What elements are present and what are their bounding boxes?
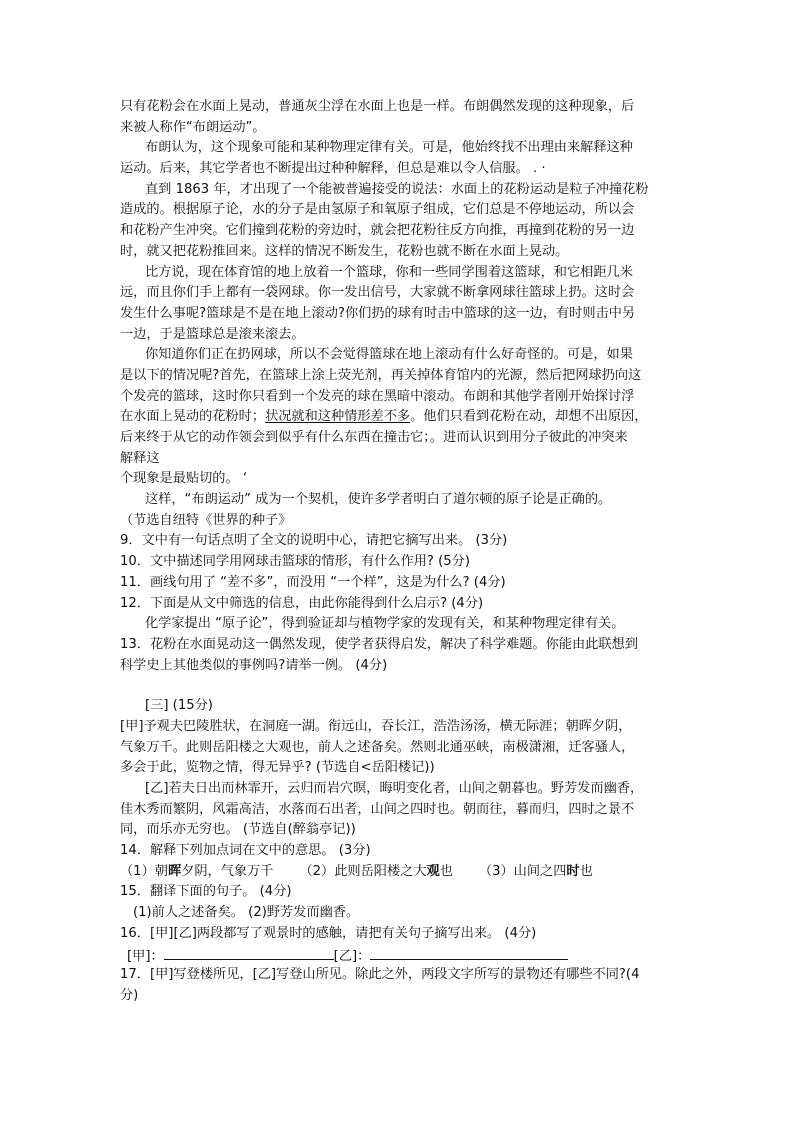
passage-line: 后来终于从它的动作领会到似乎有什么东西在撞击它；。进而认识到用分子彼此的冲突来 — [120, 430, 628, 445]
passage-yi-line: 同，而乐亦无穷也。 (节选自(醉翁亭记)) — [120, 822, 356, 838]
item-text: 也 — [439, 863, 453, 879]
question-11: 11．画线句用了 “差不多”，而没用 “一个样”，这是为什么? (4分) — [120, 574, 506, 590]
passage-line: 布朗认为，这个现象可能和某种物理定律有关。可是，他始终找不出理由来解释这种 — [145, 140, 633, 156]
question-17: 17．[甲]写登楼所见，[乙]写登山所见。除此之外，两段文字所写的景物还有哪些不同?(4 — [120, 967, 640, 983]
answer-blank[interactable] — [164, 945, 334, 960]
question-12: 12．下面是从文中筛选的信息，由此你能得到什么启示? (4分) — [120, 595, 484, 611]
passage-line: 直到 1863 年，才出现了一个能被普遍接受的说法：水面上的花粉运动是粒子冲撞花粉 — [145, 181, 649, 197]
question-13-cont: 科学史上其他类似的事例吗?请举一例。 (4分) — [120, 657, 388, 673]
question-10: 10．文中描述同学用网球击篮球的情形，有什么作用? (5分) — [120, 554, 470, 570]
passage-jia-line: 多会于此，览物之情，得无异乎? (节选自<岳阳楼记)) — [120, 760, 435, 776]
item-text: （3）山间之四 — [478, 863, 567, 879]
passage-jia-line: [甲]予观夫巴陵胜状，在洞庭一湖。衔远山，吞长江，浩浩汤汤，横无际涯；朝晖夕阴， — [120, 718, 632, 734]
passage-line: 个发亮的篮球，这时你只看到一个发亮的球在黑暗中滚动。布朗和其他学者刚开始探讨浮 — [120, 388, 635, 404]
dotted-word: 观 — [426, 863, 440, 879]
answer-blank[interactable] — [370, 945, 568, 960]
source-note: （节选自纽特《世界的种子》 — [120, 512, 292, 528]
passage-line: 发生什么事呢?篮球是不是在地上滚动?你们扔的球有时击中篮球的这一边，有时则击中另 — [120, 305, 636, 321]
spacer — [120, 676, 680, 696]
passage-yi-line: 佳木秀而繁阴，风霜高洁，水落而石出者，山间之四时也。朝而往，暮而归，四时之景不 — [120, 801, 635, 817]
dotted-word: 时 — [566, 863, 580, 879]
question-9: 9．文中有一句话点明了全文的说明中心，请把它摘写出来。 (3分) — [120, 533, 508, 549]
passage-line: 只有花粉会在水面上晃动，普通灰尘浮在水面上也是一样。布朗偶然发现的这种现象，后 — [120, 99, 635, 114]
answer-label: [甲]： — [127, 948, 164, 964]
question-16-answers — [120, 945, 680, 966]
passage-line: 一边，于是篮球总是滚来滚去。 — [120, 326, 305, 342]
passage-text: 。他们只看到花粉在动，却想不出原因， — [410, 409, 648, 425]
item-text: 夕阴，气象万千 — [181, 863, 274, 879]
question-15: 15．翻译下面的句子。 (4分) — [120, 884, 292, 900]
question-14-items — [120, 862, 680, 883]
passage-line: 个现象是最贴切的。 ‘ — [120, 471, 248, 487]
passage-line: 解释这 — [120, 450, 160, 466]
item-text: 也 — [579, 863, 593, 879]
passage-jia-line: 气象万千。此则岳阳楼之大观也，前人之述备矣。然则北通巫峡，南极潇湘，迁客骚人， — [120, 739, 635, 755]
item-text: （2）此则岳阳楼之大 — [299, 863, 427, 879]
passage-line: 来被人称作“布朗运动”。 — [120, 119, 266, 135]
passage-line: 运动。后来，其它学者也不断提出过种种解释，但总是难以令人信服。 . · — [120, 161, 546, 177]
passage-line: 比方说，现在体育馆的地上放着一个篮球，你和一些同学围着这篮球，和它相距几米 — [145, 264, 633, 280]
question-13: 13．花粉在水面晃动这一偶然发现，使学者获得启发，解决了科学难题。你能由此联想到 — [120, 636, 638, 652]
dotted-word: 晖 — [167, 863, 182, 879]
passage-yi-line: [乙]若夫日出而林霏开，云归而岩穴暝，晦明变化者，山间之朝暮也。野芳发而幽香， — [145, 781, 644, 796]
question-12-text: 化学家提出 “原子论”，得到验证却与植物学家的发现有关，和某种物理定律有关。 — [145, 616, 625, 632]
passage-line: 和花粉产生冲突。它们撞到花粉的旁边时，就会把花粉往反方向推，再撞到花粉的另一边 — [120, 223, 635, 239]
passage-line: 你知道你们正在扔网球，所以不会觉得篮球在地上滚动有什么好奇怪的。可是，如果 — [145, 347, 633, 363]
question-16: 16．[甲][乙]两段都写了观景时的感触，请把有关句子摘写出来。 (4分) — [120, 925, 537, 941]
passage-line: 造成的。根据原子论，水的分子是由氢原子和氧原子组成，它们总是不停地运动，所以会 — [120, 202, 635, 218]
question-17-cont: 分) — [120, 987, 139, 1003]
item-text: （1）朝 — [120, 863, 168, 879]
section-3-heading: [三] (15分) — [145, 698, 213, 714]
passage-text: 在水面上晃动的花粉时； — [120, 409, 266, 425]
passage-line — [120, 407, 680, 428]
question-14: 14．解释下列加点词在文中的意思。 (3分) — [120, 843, 371, 859]
passage-line: 这样，“布朗运动” 成为一个契机，使许多学者明白了道尔顿的原子论是正确的。 — [145, 492, 612, 508]
passage-line: 是以下的情况呢?首先，在篮球上涂上荧光剂，再关掉体育馆内的光源，然后把网球扔向这 — [120, 367, 642, 383]
passage-line: 时，就又把花粉推回来。这样的情况不断发生，花粉也就不断在水面上晃动。 — [120, 243, 569, 259]
underlined-sentence: 状况就和这种情形差不多 — [265, 409, 411, 425]
exam-page — [120, 97, 680, 1007]
answer-label: [乙]： — [333, 948, 371, 964]
question-15-items: (1)前人之述备矣。 (2)野芳发而幽香。 — [133, 905, 360, 921]
passage-line: 远，而且你们手上都有一袋网球。你一发出信号，大家就不断拿网球往篮球上扔。这时会 — [120, 285, 635, 301]
